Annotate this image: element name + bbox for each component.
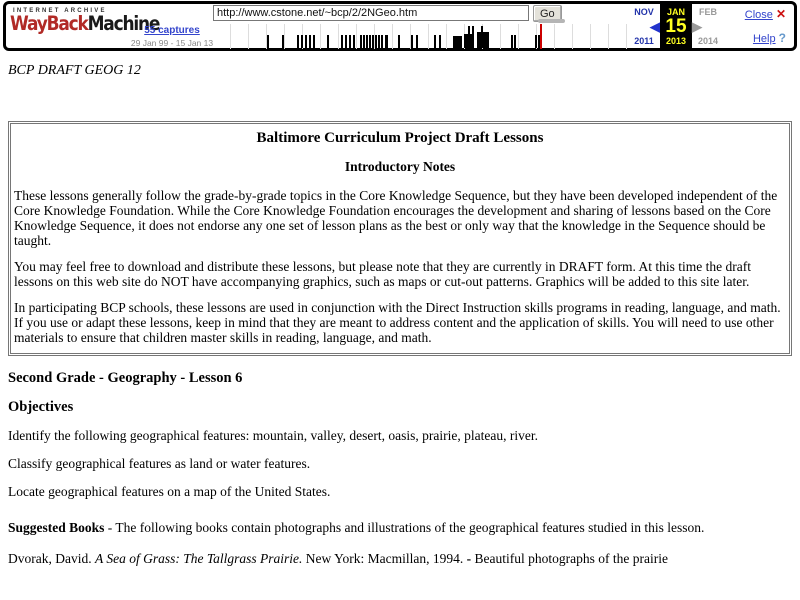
wayback-machine-wordmark: [10, 12, 160, 36]
wayback-machine-logo[interactable]: [10, 8, 160, 36]
suggested-books-intro: - The following books contain photographs and illustrations of the geographical features studied in this lesson.: [107, 520, 705, 536]
capture-bar[interactable]: [385, 35, 388, 48]
intro-paragraph-1: These lessons generally follow the grade-by-grade topics in the Core Knowledge Sequence, but they have been developed independent of the Core Knowledge Foundation. While the Core Knowledge Foundation encourages the development and sharing of lessons based on the Core Knowledge Sequence, it does not endorse any one set of lesson plans as the best or only way that the knowledge in the Sequence should be taught.: [14, 187, 778, 248]
intro-paragraph-2: You may feel free to download and distribute these lessons, but please note that they are currently in DRAFT form. At this time the draft lessons on this web site do NOT have accompanying graphics, such as maps or cut-out patterns. Graphics will be added to this site later.: [14, 259, 751, 290]
objectives-heading: Objectives: [8, 398, 74, 415]
close-x-icon[interactable]: ✕: [775, 7, 786, 21]
capture-bar[interactable]: [477, 32, 489, 48]
objective-item-2: Classify geographical features as land or water features.: [8, 456, 311, 472]
timeline-current-marker: [540, 24, 542, 49]
current-month-label: JAN: [666, 7, 685, 17]
current-capture-column: [660, 4, 692, 48]
close-link[interactable]: Close: [744, 9, 773, 21]
intro-box: [8, 121, 792, 356]
capture-bar[interactable]: [381, 35, 383, 48]
intro-box-title: Baltimore Curriculum Project Draft Lessons: [256, 129, 544, 146]
capture-bar[interactable]: [305, 35, 307, 48]
capture-bar[interactable]: [267, 35, 269, 48]
citation-dash: -: [466, 551, 472, 567]
close-row: [745, 7, 786, 21]
wordmark-machine: Machine: [87, 12, 160, 36]
prev-year-label[interactable]: 2011: [634, 36, 654, 46]
citation-publisher: New York: Macmillan, 1994.: [305, 551, 464, 567]
page-header-note: BCP DRAFT GEOG 12: [8, 63, 141, 78]
suggested-books-paragraph: [8, 520, 792, 535]
capture-bar[interactable]: [439, 35, 441, 48]
next-month-label[interactable]: FEB: [699, 7, 717, 17]
capture-bar[interactable]: [514, 35, 516, 48]
timeline-slider-thumb[interactable]: [538, 19, 565, 23]
toolbar-links: [745, 7, 786, 45]
captures-date-range: 29 Jan 99 - 15 Jan 13: [130, 38, 214, 48]
capture-bar[interactable]: [360, 35, 362, 48]
document-content: [0, 63, 800, 567]
current-year-label: 2013: [665, 36, 687, 46]
citation-title: A Sea of Grass: The Tallgrass Prairie.: [94, 551, 303, 567]
capture-bar[interactable]: [341, 35, 343, 48]
capture-bar[interactable]: [282, 35, 284, 48]
help-question-icon[interactable]: ?: [778, 31, 786, 45]
capture-bar[interactable]: [375, 35, 377, 48]
date-navigation: [628, 4, 724, 48]
capture-bar[interactable]: [511, 35, 513, 48]
prev-month-label[interactable]: NOV: [634, 7, 654, 17]
help-link[interactable]: Help: [752, 33, 776, 45]
capture-bar[interactable]: [538, 35, 540, 48]
capture-timeline[interactable]: [213, 24, 629, 49]
book-citation: [8, 551, 792, 566]
capture-bar[interactable]: [378, 35, 380, 48]
capture-bar[interactable]: [535, 35, 537, 48]
capture-bar[interactable]: [453, 36, 462, 48]
capture-bar[interactable]: [327, 35, 329, 48]
objective-item-3: Locate geographical features on a map of the United States.: [8, 484, 331, 500]
intro-paragraph-3: In participating BCP schools, these lessons are used in conjunction with the Direct Instruction skills programs in reading, language, and math. If you use or adapt these lessons, keep in mind that they are meant to address content and the application of skills. You will need to use other materials to ensure that children master skills in reading, language, and math.: [14, 300, 781, 346]
captures-count-link[interactable]: 55 captures: [144, 25, 200, 36]
capture-bar[interactable]: [297, 35, 299, 48]
objective-item-1: Identify the following geographical features: mountain, valley, desert, oasis, prairie, plateau, river.: [8, 428, 538, 444]
lesson-heading: Second Grade - Geography - Lesson 6: [8, 369, 243, 386]
wayback-toolbar: [3, 1, 797, 51]
intro-box-inner: [10, 123, 790, 354]
help-row: [753, 31, 786, 45]
next-year-label[interactable]: 2014: [697, 36, 719, 46]
capture-bar[interactable]: [366, 35, 368, 48]
capture-bar[interactable]: [369, 35, 371, 48]
next-capture-column: [692, 4, 724, 48]
capture-bar[interactable]: [353, 35, 355, 48]
capture-bar[interactable]: [416, 35, 418, 48]
current-day-label: 15: [665, 15, 687, 37]
suggested-books-label: Suggested Books: [8, 520, 105, 536]
next-capture-arrow-icon[interactable]: ▶: [692, 18, 702, 34]
citation-author: Dvorak, David.: [8, 551, 92, 567]
wordmark-wayback: WayBack: [10, 12, 88, 36]
capture-bar[interactable]: [472, 26, 474, 48]
timeline-current-highlight: [542, 24, 561, 49]
capture-bar[interactable]: [372, 35, 374, 48]
capture-bar[interactable]: [411, 35, 413, 48]
captures-summary: [128, 25, 216, 48]
capture-bar[interactable]: [434, 35, 436, 48]
capture-bar[interactable]: [349, 35, 351, 48]
capture-bar[interactable]: [363, 35, 365, 48]
capture-bar[interactable]: [309, 35, 311, 48]
url-input[interactable]: [213, 5, 529, 21]
capture-bar[interactable]: [345, 35, 347, 48]
intro-box-subtitle: Introductory Notes: [344, 159, 456, 175]
capture-bar[interactable]: [398, 35, 400, 48]
capture-bar[interactable]: [313, 35, 315, 48]
capture-bar[interactable]: [301, 35, 303, 48]
prev-capture-column: [628, 4, 660, 48]
citation-note: Beautiful photographs of the prairie: [474, 551, 668, 567]
prev-capture-arrow-icon[interactable]: ◀: [650, 18, 660, 34]
capture-bar[interactable]: [468, 26, 470, 48]
internet-archive-label: INTERNET ARCHIVE: [13, 8, 107, 14]
capture-bar[interactable]: [481, 26, 483, 48]
go-button[interactable]: Go: [533, 5, 562, 22]
